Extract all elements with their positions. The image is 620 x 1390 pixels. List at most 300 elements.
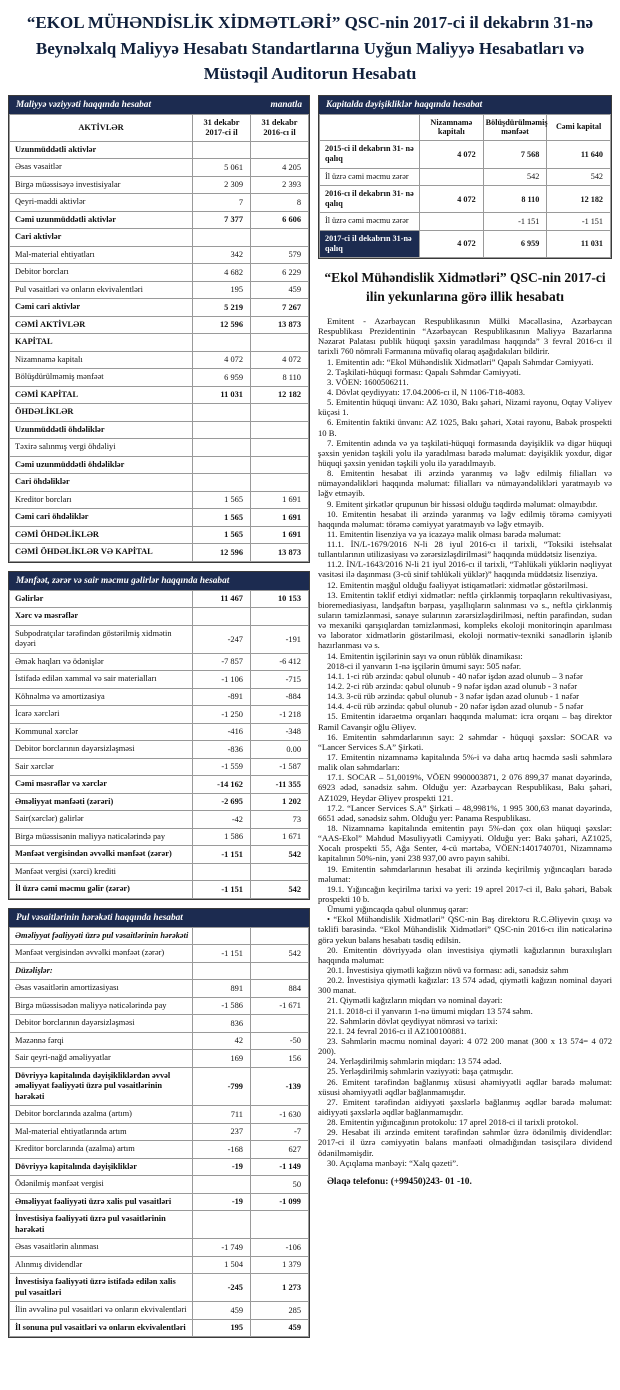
table-row	[10, 159, 309, 177]
row-value: 73	[251, 811, 309, 829]
row-value: -1 151	[193, 846, 251, 864]
report-paragraph: 16. Emitentin səhmdarlarının sayı: 2 səhmdar - hüquqi şəxslər: SOCAR və “Lancer Services S.A” Şirkəti.	[318, 731, 612, 752]
column-header-2016: 31 dekabr 2016-cı il	[251, 114, 309, 141]
table-row	[10, 1158, 309, 1176]
row-label: Qeyri-maddi aktivlər	[10, 194, 193, 212]
row-value: -1 587	[251, 758, 309, 776]
row-value: 169	[193, 1050, 251, 1068]
column-header-row	[320, 114, 611, 141]
row-label: İnvestisiya fəaliyyəti üzrə pul vəsaitlərinin hərəkəti	[10, 1211, 193, 1239]
row-label: Kreditor borcları	[10, 491, 193, 509]
row-label: Uzunmüddətli öhdəliklər	[10, 421, 193, 439]
column-header-assets: AKTİVLƏR	[10, 114, 193, 141]
row-value: -191	[251, 625, 309, 653]
table-row	[10, 723, 309, 741]
report-paragraph: 13. Emitentin təklif etdiyi xidmətlər: neftlə çirklənmiş torpaqların rekultivasiyası, bioremediasiyası, landşaftın bərpası, yaşıllıqların salınması və s., neftlə çirklənmiş suların təmizlənməsi, sənaye sularının zərərsizləşdirilməsi, neftin parafindən, sudan və mexaniki qarışıqlardan təmizlənməsi, kompleks ekoloji monitorinqin aparılması və laborator xidmətlərin göstərilməsi, ekoloji normativ-texniki sənədlərin işlənib hazırlanması və s.	[318, 589, 612, 651]
row-label: Cəmi cari aktivlər	[10, 299, 193, 317]
table-row	[10, 1176, 309, 1194]
row-label: İl üzrə cəmi məcmu zərər	[320, 168, 420, 185]
report-paragraph: 18. Nizamnamə kapitalında emitentin payı 5%-dən çox olan hüquqi şəxslər: “AAS-Ekol” Məhdud Məsuliyyətli Cəmiyyəti. Olduğu yer: Bakı şəhəri, AZ1025, Xocalı prospekti 55, Ağa Senter, 4-cü mərtəbə, VÖEN:1401740701, Nizamnamə kapitalının 50%-nin, yəni 238 937,00 avro payın sahibi.	[318, 823, 612, 864]
row-value: -19	[193, 1193, 251, 1211]
row-value: -1 106	[193, 671, 251, 689]
table-row	[10, 509, 309, 527]
row-value: -11 355	[251, 776, 309, 794]
table-row	[10, 264, 309, 282]
row-label: Uzunmüddətli aktivlər	[10, 141, 193, 159]
row-label: Sair xərclər	[10, 758, 193, 776]
report-paragraph: 8. Emitentin hesabat ili ərzində yaranmış və ləğv edilmiş filialları və nümayəndəlikləri haqqında məlumat: filialları və nümayəndəlikləri yaratmayıb və ləğv etməyib.	[318, 468, 612, 499]
row-label: Əməliyyat mənfəəti (zərəri)	[10, 793, 193, 811]
row-value: 1 504	[193, 1256, 251, 1274]
row-value: 4 682	[193, 264, 251, 282]
row-value: 6 959	[193, 369, 251, 387]
table-row	[10, 828, 309, 846]
row-value: -891	[193, 688, 251, 706]
row-value: 1 202	[251, 793, 309, 811]
row-value: 237	[193, 1123, 251, 1141]
row-label: Əməliyyat fəaliyyəti üzrə xalis pul vəsaitləri	[10, 1193, 193, 1211]
row-label: Kommunal xərclər	[10, 723, 193, 741]
row-value	[420, 213, 484, 230]
row-label: Sair(xərclər) gəlirlər	[10, 811, 193, 829]
table-row	[10, 688, 309, 706]
row-value: -2 695	[193, 793, 251, 811]
row-value: 8 110	[251, 369, 309, 387]
table-row	[10, 741, 309, 759]
table-row	[10, 491, 309, 509]
row-value	[193, 421, 251, 439]
row-value: 195	[193, 281, 251, 299]
row-label: Dövriyyə kapitalında dəyişikliklərdən əvvəl əməliyyat fəaliyyəti üzrə pul vəsaitlərinin hərəkəti	[10, 1067, 193, 1106]
table-row	[10, 863, 309, 881]
row-value: 0.00	[251, 741, 309, 759]
row-value	[193, 404, 251, 422]
row-value: 4 072	[193, 351, 251, 369]
row-label: İstifadə edilən xammal və sair materialları	[10, 671, 193, 689]
table-row	[10, 1319, 309, 1337]
row-label: Mal-material ehtiyatlarında artım	[10, 1123, 193, 1141]
row-value: -1 151	[547, 213, 611, 230]
row-value: 8	[251, 194, 309, 212]
row-value: 7 267	[251, 299, 309, 317]
row-value	[251, 404, 309, 422]
report-paragraph: 6. Emitentin faktiki ünvanı: AZ 1025, Bakı şəhəri, Xətai rayonu, Babək prospekti 10 B.	[318, 417, 612, 438]
row-value: -14 162	[193, 776, 251, 794]
table-row	[10, 246, 309, 264]
report-paragraph: 24. Yerləşdirilmiş səhmlərin miqdarı: 13 574 ədəd.	[327, 1056, 502, 1067]
row-label: Nizamnamə kapitalı	[10, 351, 193, 369]
row-value	[251, 421, 309, 439]
row-label: 2016-cı il dekabrın 31- nə qalıq	[320, 185, 420, 213]
row-value: 5 219	[193, 299, 251, 317]
row-value: -1 586	[193, 997, 251, 1015]
row-value: 1 691	[251, 526, 309, 544]
row-value	[193, 474, 251, 492]
left-column	[8, 95, 310, 1347]
row-value: 884	[251, 980, 309, 998]
report-paragraph: 5. Emitentin hüquqi ünvanı: AZ 1030, Bakı şəhəri, Nizami rayonu, Oqtay Vəliyev küçəsi 1.	[318, 397, 612, 418]
row-value	[251, 439, 309, 457]
row-label: Debitor borclarında azalma (artım)	[10, 1106, 193, 1124]
row-value: 11 467	[193, 590, 251, 608]
table-row	[10, 776, 309, 794]
report-paragraph: 14.2. 2-ci rüb ərzində: qəbul olunub - 9 nəfər işdən azad olunub - 3 nəfər	[327, 681, 578, 692]
row-label: Əməliyyat fəaliyyəti üzrə pul vəsaitlərinin hərəkəti	[10, 927, 193, 945]
row-value: -715	[251, 671, 309, 689]
row-value: 342	[193, 246, 251, 264]
table-row	[10, 811, 309, 829]
report-paragraph: 23. Səhmlərin məcmu nominal dəyəri: 4 072 200 manat (300 x 13 574= 4 072 200).	[318, 1035, 612, 1057]
row-value: -1 218	[251, 706, 309, 724]
column-header-retained-earnings: Bölüşdürülməmiş mənfəət	[483, 114, 547, 141]
row-value: 542	[251, 881, 309, 899]
row-value: 627	[251, 1141, 309, 1159]
row-value	[193, 1211, 251, 1239]
row-value: 2 393	[251, 176, 309, 194]
table-row	[10, 962, 309, 980]
report-paragraph: 22. Səhmlərin dövlət qeydiyyat nömrəsi və tarixi:	[327, 1015, 498, 1026]
row-label: Əsas vəsaitlərin amortizasiyası	[10, 980, 193, 998]
cash-flow-table	[9, 927, 309, 1338]
row-label: Debitor borclarının dəyərsizləşməsi	[10, 1015, 193, 1033]
row-value: -348	[251, 723, 309, 741]
row-label: Əmək haqları və ödənişlər	[10, 653, 193, 671]
report-paragraph: 17.1. SOCAR – 51,0019%, VÖEN 9900003871, 2 076 899,37 manat dəyərində, 6923 ədəd, sənədsiz səhm. Olduğu yer: Azərbaycan Respublikası, Bakı şəhəri, AZ1029, Heydər Əliyev prospekti 121.	[318, 772, 612, 803]
row-value	[193, 962, 251, 980]
table-row	[10, 421, 309, 439]
row-label: Düzəlişlər:	[10, 962, 193, 980]
report-paragraph: 30. Açıqlama mənbəyi: “Xalq qəzeti”.	[327, 1157, 459, 1168]
row-value: 12 182	[547, 185, 611, 213]
table-row	[320, 185, 611, 213]
row-value	[193, 141, 251, 159]
row-value	[251, 456, 309, 474]
row-value	[193, 1176, 251, 1194]
table-row	[10, 194, 309, 212]
row-value	[251, 1015, 309, 1033]
table-row	[10, 590, 309, 608]
row-label: Sair qeyri-nağd əməliyyatlar	[10, 1050, 193, 1068]
row-label: 2015-ci il dekabrın 31- nə qalıq	[320, 141, 420, 169]
row-value	[193, 439, 251, 457]
row-value	[251, 1211, 309, 1239]
row-value: 13 873	[251, 544, 309, 562]
row-value: 12 596	[193, 544, 251, 562]
table-row	[10, 881, 309, 899]
row-value: 1 691	[251, 491, 309, 509]
row-value: 459	[251, 1319, 309, 1337]
report-paragraph: 11.2. İN/L-1643/2016 N-li 21 iyul 2016-cı il tarixli, “Təhlükəli yüklərin nəqliyyat vasitəsi ilə daşınması (3-cü sinif təhlükəli yüklər)” haqqında müddətsiz lisenziya.	[318, 559, 612, 580]
row-label: Birgə müəssisəyə investisiyalar	[10, 176, 193, 194]
table-title: Mənfəət, zərər və sair məcmu gəlirlər haqqında hesabat	[16, 575, 230, 586]
row-value: 542	[251, 945, 309, 963]
row-label: Kreditor borclarında (azalma) artım	[10, 1141, 193, 1159]
row-label: Debitor borclarının dəyərsizləşməsi	[10, 741, 193, 759]
row-value: -1 671	[251, 997, 309, 1015]
row-label: İcarə xərcləri	[10, 706, 193, 724]
row-label: İnvestisiya fəaliyyəti üzrə istifadə edilən xalis pul vəsaitləri	[10, 1274, 193, 1302]
table-row	[10, 1211, 309, 1239]
report-paragraph: Ümumi yığıncaqda qəbul olunmuş qərar:	[327, 904, 469, 915]
row-value: 2 309	[193, 176, 251, 194]
row-value: 711	[193, 1106, 251, 1124]
table-row	[10, 351, 309, 369]
row-label: Məzənnə fərqi	[10, 1032, 193, 1050]
table-row	[10, 176, 309, 194]
row-value: 6 959	[483, 230, 547, 258]
column-header-total-equity: Cəmi kapital	[547, 114, 611, 141]
report-paragraph: Emitent - Azərbaycan Respublikasının Mülki Məcəlləsinə, Azərbaycan Respublikası Prezidentinin “Azərbaycan Respublikasının Maliyyə Bazarlarına Nəzarət Palatası publik hüquqi şəxsin yaradılması haqqında” 3 fevral 2016-cı il tarixli 760 nömrəli Fərmanına müvafiq olaraq aşağıdakıları bildirir.	[318, 315, 612, 357]
row-value: 836	[193, 1015, 251, 1033]
row-label: Birgə müəssisədən maliyyə nəticələrində pay	[10, 997, 193, 1015]
report-paragraph: 25. Yerləşdirilmiş səhmlərin vəziyyəti: başa çatmışdır.	[327, 1066, 514, 1077]
report-paragraph: 20.1. İnvestisiya qiymətli kağızın növü və forması: adi, sənədsiz səhm	[327, 964, 569, 975]
table-row	[10, 526, 309, 544]
table-row	[10, 1193, 309, 1211]
row-label: Gəlirlər	[10, 590, 193, 608]
report-paragraph: 11.1. İN/L-1679/2016 N-li 28 iyul 2016-cı il tarixli, “Toksiki istehsalat tullantılarının utilizasiyası və zərərsizləşdirilməsi” haqqında müddətsiz lisenziya.	[318, 539, 612, 560]
financial-position-table	[9, 114, 309, 562]
row-value: -1 630	[251, 1106, 309, 1124]
row-value: -1 559	[193, 758, 251, 776]
row-value: 7 568	[483, 141, 547, 169]
row-label: Köhnəlmə və amortizasiya	[10, 688, 193, 706]
row-value: -1 099	[251, 1193, 309, 1211]
table-row	[320, 141, 611, 169]
row-label: Cəmi cari öhdəliklər	[10, 509, 193, 527]
row-value: 4 072	[251, 351, 309, 369]
statement-of-profit-or-loss	[8, 571, 310, 900]
table-row	[10, 141, 309, 159]
statement-of-cash-flows	[8, 908, 310, 1339]
row-value: -50	[251, 1032, 309, 1050]
row-label: CƏMİ ÖHDƏLİKLƏR	[10, 526, 193, 544]
table-row	[10, 1032, 309, 1050]
report-paragraph: 2018-ci il yanvarın 1-nə işçilərin ümumi sayı: 505 nəfər.	[327, 660, 522, 671]
table-row	[10, 544, 309, 562]
row-label: İl üzrə cəmi məcmu zərər	[320, 213, 420, 230]
annual-report-heading: “Ekol Mühəndislik Xidmətləri” QSC-nin 2017-ci ilin yekunlarına görə illik hesabatı	[324, 270, 606, 305]
table-row	[10, 1106, 309, 1124]
row-value: 4 072	[420, 230, 484, 258]
row-value: 8 110	[483, 185, 547, 213]
row-value	[193, 334, 251, 352]
row-label: Cari aktivlər	[10, 229, 193, 247]
page-title: “EKOL MÜHƏNDİSLİK XİDMƏTLƏRİ” QSC-nin 2017-ci il dekabrın 31-nə Beynəlxalq Maliyyə Hesabatı Standartlarına Uyğun Maliyyə Hesabatları və Müstəqil Auditorun Hesabatı	[26, 13, 594, 83]
row-label: Mənfəət vergisindən əvvəlki mənfəət (zərər)	[10, 945, 193, 963]
report-paragraph: 15. Emitentin idarəetmə orqanları haqqında məlumat: icra orqanı – baş direktor Ramil Cavanşir oğlu Əliyev.	[318, 711, 612, 732]
row-label: KAPİTAL	[10, 334, 193, 352]
row-value: 1 691	[251, 509, 309, 527]
column-header-2017: 31 dekabr 2017-ci il	[193, 114, 251, 141]
table-row	[10, 1067, 309, 1106]
row-value	[251, 141, 309, 159]
table-row	[10, 608, 309, 626]
right-column	[318, 95, 612, 1187]
row-label: Subpodratçılar tərəfindən göstərilmiş xidmətin dəyəri	[10, 625, 193, 653]
table-row	[10, 1239, 309, 1257]
table-row	[10, 456, 309, 474]
column-header-row	[10, 114, 309, 141]
row-label: Birgə müəssisənin maliyyə nəticələrində pay	[10, 828, 193, 846]
row-value: 13 873	[251, 316, 309, 334]
row-value: 459	[193, 1302, 251, 1320]
table-row	[10, 1050, 309, 1068]
row-value: 195	[193, 1319, 251, 1337]
table-row	[10, 1274, 309, 1302]
table-row	[10, 945, 309, 963]
table-row	[10, 334, 309, 352]
table-row	[10, 927, 309, 945]
table-header-bar	[9, 909, 309, 927]
report-paragraph: 19.1. Yığıncağın keçirilmə tarixi və yeri: 19 aprel 2017-ci il, Bakı şəhəri, Babək prospekti 10 b.	[318, 883, 612, 904]
report-paragraph: 14. Emitentin işçilərinin sayı və onun rüblük dinamikası:	[327, 650, 523, 661]
row-value: -1 151	[193, 945, 251, 963]
row-value: 1 273	[251, 1274, 309, 1302]
table-title: Maliyyə vəziyyəti haqqında hesabat	[16, 99, 152, 110]
report-paragraph: 2. Təşkilati-hüquqi forması: Qapalı Səhmdar Cəmiyyəti.	[327, 366, 521, 377]
profit-loss-table	[9, 590, 309, 899]
table-title: Pul vəsaitlərinin hərəkəti haqqında hesabat	[16, 912, 183, 923]
table-row	[10, 281, 309, 299]
row-value: 6 606	[251, 211, 309, 229]
report-paragraph: 21. Qiymətli kağızların miqdarı və nominal dəyəri:	[327, 995, 503, 1006]
table-row	[10, 793, 309, 811]
row-value: 579	[251, 246, 309, 264]
row-value: 156	[251, 1050, 309, 1068]
table-row	[10, 369, 309, 387]
row-value: -19	[193, 1158, 251, 1176]
row-value: 50	[251, 1176, 309, 1194]
table-row	[10, 404, 309, 422]
row-value: 12 182	[251, 386, 309, 404]
row-value: 11 640	[547, 141, 611, 169]
report-paragraph: 20. Emitentin dövriyyədə olan investisiya qiymətli kağızlarının buraxılışları haqqında məlumat:	[318, 944, 612, 965]
table-row	[10, 1302, 309, 1320]
row-label: CƏMİ AKTİVLƏR	[10, 316, 193, 334]
row-label: CƏMİ KAPİTAL	[10, 386, 193, 404]
row-value: 7 377	[193, 211, 251, 229]
table-row	[10, 980, 309, 998]
row-value: -106	[251, 1239, 309, 1257]
report-paragraph: 11. Emitentin lisenziya və ya icazəyə malik olması barədə məlumat:	[327, 528, 562, 539]
row-value	[251, 927, 309, 945]
table-row	[10, 997, 309, 1015]
row-value: 4 072	[420, 141, 484, 169]
table-row	[320, 230, 611, 258]
row-value: -7 857	[193, 653, 251, 671]
row-label: Dövriyyə kapitalında dəyişikliklər	[10, 1158, 193, 1176]
report-paragraph: 9. Emitent şirkətlər qrupunun bir hissəsi olduğu təqdirdə məlumat: olmayıbdır.	[327, 498, 598, 509]
row-value: 1 379	[251, 1256, 309, 1274]
table-row	[10, 474, 309, 492]
row-value: -247	[193, 625, 251, 653]
report-paragraph: 10. Emitentin hesabat ili ərzində yaranmış və ləğv edilmiş törəmə cəmiyyəti haqqında məlumat: törəmə cəmiyyət yaratmayıb və ləğv etməyib.	[318, 508, 612, 529]
table-row	[10, 439, 309, 457]
row-label: Cəmi məsrəflər və xərclər	[10, 776, 193, 794]
report-paragraph: 14.3. 3-cü rüb ərzində: qəbul olunub - 3 nəfər işdən azad olunub - 1 nəfər	[327, 691, 579, 702]
report-paragraph: 7. Emitentin adında və ya təşkilati-hüquqi formasında dəyişiklik və digər hüquqi şəxsin yenidən təşkili yolu ilə yaradılması barədə məlumat: dəyişiklik yoxdur, digər hüquqi şəxsin yenidən təşkili yolu ilə yaradılmayıb.	[318, 437, 612, 468]
row-value: -1 151	[483, 213, 547, 230]
table-header-bar	[319, 96, 611, 114]
table-row	[10, 1015, 309, 1033]
column-header-share-capital: Nizamnamə kapitalı	[420, 114, 484, 141]
two-column-layout	[8, 95, 612, 1347]
row-label: İl üzrə cəmi məcmu gəlir (zərər)	[10, 881, 193, 899]
row-value	[193, 608, 251, 626]
column-header-blank	[320, 114, 420, 141]
table-row	[10, 316, 309, 334]
table-row	[10, 299, 309, 317]
row-label: Cəmi uzunmüddətli öhdəliklər	[10, 456, 193, 474]
row-label: Əsas vəsaitlər	[10, 159, 193, 177]
row-value: 1 565	[193, 526, 251, 544]
row-value: 1 671	[251, 828, 309, 846]
row-label: Bölüşdürülməmiş mənfəət	[10, 369, 193, 387]
row-value	[251, 334, 309, 352]
row-value: -168	[193, 1141, 251, 1159]
table-row	[10, 758, 309, 776]
row-label: Alınmış dividendlər	[10, 1256, 193, 1274]
row-value: -799	[193, 1067, 251, 1106]
row-value: 542	[251, 846, 309, 864]
row-value: 12 596	[193, 316, 251, 334]
row-label: Mənfəət vergisi (xərci) krediti	[10, 863, 193, 881]
report-paragraph: 14.1. 1-ci rüb ərzində: qəbul olunub - 40 nəfər işdən azad olunub – 3 nəfər	[327, 670, 583, 681]
row-value: -1 151	[193, 881, 251, 899]
row-value: -1 749	[193, 1239, 251, 1257]
row-value	[193, 456, 251, 474]
row-value: 11 031	[547, 230, 611, 258]
row-value	[193, 927, 251, 945]
row-value: 459	[251, 281, 309, 299]
row-label: ÖHDƏLİKLƏR	[10, 404, 193, 422]
row-value: 6 229	[251, 264, 309, 282]
row-label: İlin əvvəlinə pul vəsaitləri və onların ekvivalentləri	[10, 1302, 193, 1320]
table-row	[10, 211, 309, 229]
table-row	[10, 1123, 309, 1141]
row-label: Cəmi uzunmüddətli aktivlər	[10, 211, 193, 229]
row-value	[193, 863, 251, 881]
report-paragraph: 17. Emitentin nizamnamə kapitalında 5%-i və daha artıq həcmdə səsli səhmlərə malik olan səhmdarları:	[318, 752, 612, 773]
row-value: 1 565	[193, 509, 251, 527]
report-paragraph: 12. Emitentin məşğul olduğu fəaliyyət istiqamətləri: xidmətlər göstərilməsi.	[327, 579, 588, 590]
table-row	[10, 229, 309, 247]
statement-of-financial-position	[8, 95, 310, 563]
row-label: Pul vəsaitləri və onların ekvivalentləri	[10, 281, 193, 299]
row-value: 1 586	[193, 828, 251, 846]
equity-changes-table	[319, 114, 611, 259]
row-value: 285	[251, 1302, 309, 1320]
report-paragraph: 27. Emitent tərəfindən aidiyyəti şəxslərlə bağlanmış əqdlər barədə məlumat: aidiyyəti şəxslərlə əqdlər bağlanmamışdır.	[318, 1096, 612, 1117]
row-label: Debitor borcları	[10, 264, 193, 282]
row-value: -1 250	[193, 706, 251, 724]
row-label: Mal-material ehtiyatları	[10, 246, 193, 264]
row-value: 10 153	[251, 590, 309, 608]
table-header-bar	[9, 572, 309, 590]
statement-of-changes-in-equity	[318, 95, 612, 260]
row-value: -245	[193, 1274, 251, 1302]
table-row	[10, 386, 309, 404]
row-label: CƏMİ ÖHDƏLİKLƏR VƏ KAPİTAL	[10, 544, 193, 562]
report-paragraph: 28. Emitentin yığıncağının protokolu: 17 aprel 2018-ci il tarixli protokol.	[327, 1117, 579, 1128]
row-value	[251, 962, 309, 980]
table-row	[320, 168, 611, 185]
row-value: 1 565	[193, 491, 251, 509]
report-paragraph: 19. Emitentin səhmdarlarının hesabat ili ərzində keçirilmiş yığıncaqları barədə məlumat:	[318, 863, 612, 884]
row-value: 891	[193, 980, 251, 998]
report-paragraph: 14.4. 4-cü rüb ərzində: qəbul olunub - 20 nəfər işdən azad olunub - 5 nəfər	[327, 701, 584, 712]
